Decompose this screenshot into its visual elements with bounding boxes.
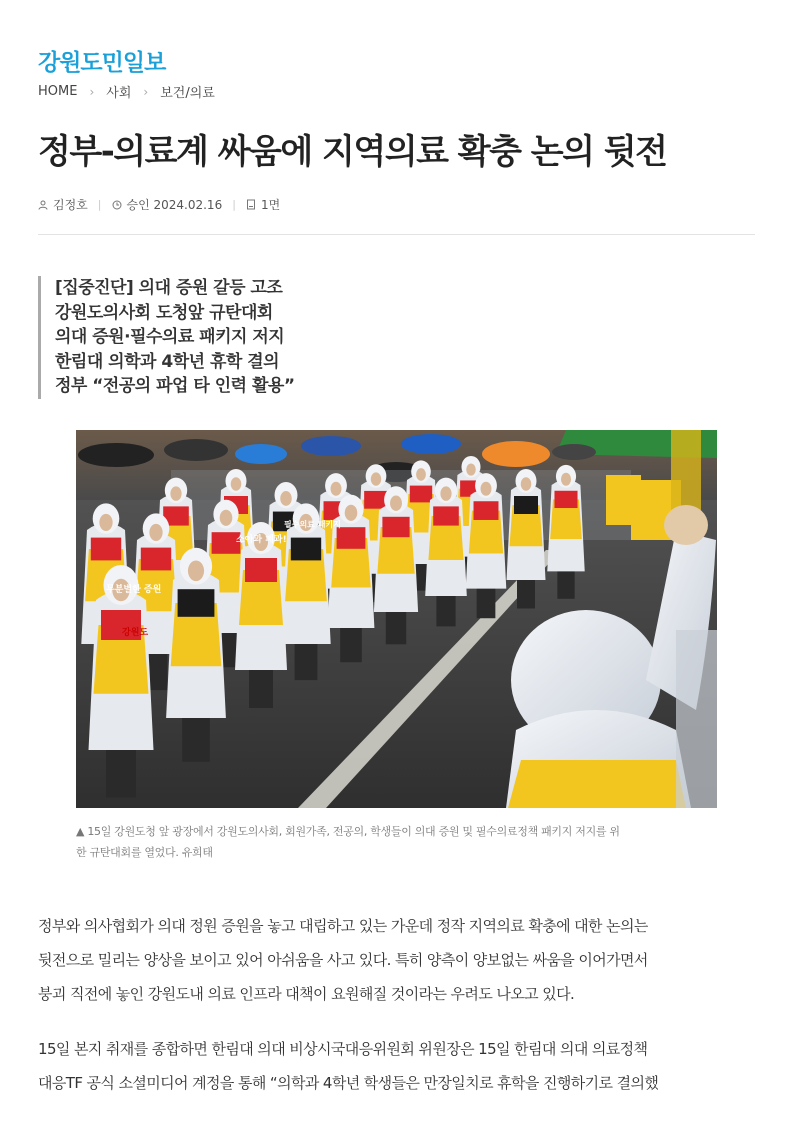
caption-line: 한 규탄대회를 열었다. 유희태 — [76, 846, 213, 859]
breadcrumb — [38, 82, 215, 101]
meta-divider: | — [97, 198, 102, 211]
chevron-right-icon: › — [89, 84, 95, 99]
sign-text: 소아과 폐과! — [236, 535, 287, 545]
print-page — [246, 196, 280, 213]
paragraph-line: 대응TF 공식 소셜미디어 계정을 통해 “의학과 4학년 학생들은 만장일치로 휴학을 진행하기로 결의했 — [38, 1074, 659, 1092]
breadcrumb-section[interactable]: 사회 — [106, 86, 132, 101]
breadcrumb-subsection[interactable]: 보건/의료 — [160, 86, 215, 101]
approved-text: 승인 2024.02.16 — [126, 198, 223, 212]
body-paragraph — [38, 909, 760, 1011]
paragraph-line: 15일 본지 취재를 종합하면 한림대 의대 비상시국대응위원회 위원장은 15일 한림대 의대 의료정책 — [38, 1040, 648, 1058]
subheadings — [38, 276, 295, 399]
subheading: 강원도의사회 도청앞 규탄대회 — [55, 302, 273, 323]
header-divider — [38, 234, 755, 235]
article-meta — [38, 196, 280, 213]
paragraph-line: 정부와 의사협회가 의대 정원 증원을 놓고 대립하고 있는 가운데 정작 지역의료 확충에 대한 논의는 — [38, 917, 648, 935]
body-paragraph — [38, 1032, 760, 1100]
rally-photo — [76, 430, 717, 808]
page-text: 1면 — [260, 198, 281, 212]
approved-date — [112, 196, 223, 213]
author — [38, 196, 88, 213]
chevron-right-icon: › — [143, 84, 149, 99]
paragraph-line: 붕괴 직전에 놓인 강원도내 의료 인프라 대책이 요원해질 것이라는 우려도 나오고 있다. — [38, 985, 575, 1003]
subheading: 한림대 의학과 4학년 휴학 결의 — [55, 351, 280, 372]
photo-caption — [76, 821, 717, 863]
meta-divider: | — [232, 198, 236, 211]
paragraph-line: 뒷전으로 밀리는 양상을 보이고 있어 아쉬움을 사고 있다. 특히 양측이 양보없는 싸움을 이어가면서 — [38, 951, 648, 969]
article-title: 정부-의료계 싸움에 지역의료 확충 논의 뒷전 — [38, 132, 667, 172]
subheading: [집중진단] 의대 증원 갈등 고조 — [55, 278, 283, 298]
subheading: 정부 “전공의 파업 타 인력 활용” — [55, 376, 295, 396]
sign-text: 무분별한 증원 — [106, 585, 162, 595]
site-logo[interactable]: 강원도민일보 — [38, 50, 166, 76]
author-name: 김정호 — [53, 198, 88, 212]
article-photo[interactable] — [76, 430, 717, 808]
person-icon — [38, 200, 48, 210]
subheading: 의대 증원·필수의료 패키지 저지 — [55, 327, 285, 347]
sign-text: 필수의료 패키지 — [284, 520, 341, 529]
sign-text: 강원도 — [122, 628, 149, 638]
page-icon — [246, 199, 256, 210]
breadcrumb-home[interactable]: HOME — [38, 84, 78, 99]
clock-icon — [112, 200, 122, 210]
caption-line: ▲ 15일 강원도청 앞 광장에서 강원도의사회, 회원가족, 전공의, 학생들이 의대 증원 및 필수의료정책 패키지 저지를 위 — [76, 825, 620, 838]
